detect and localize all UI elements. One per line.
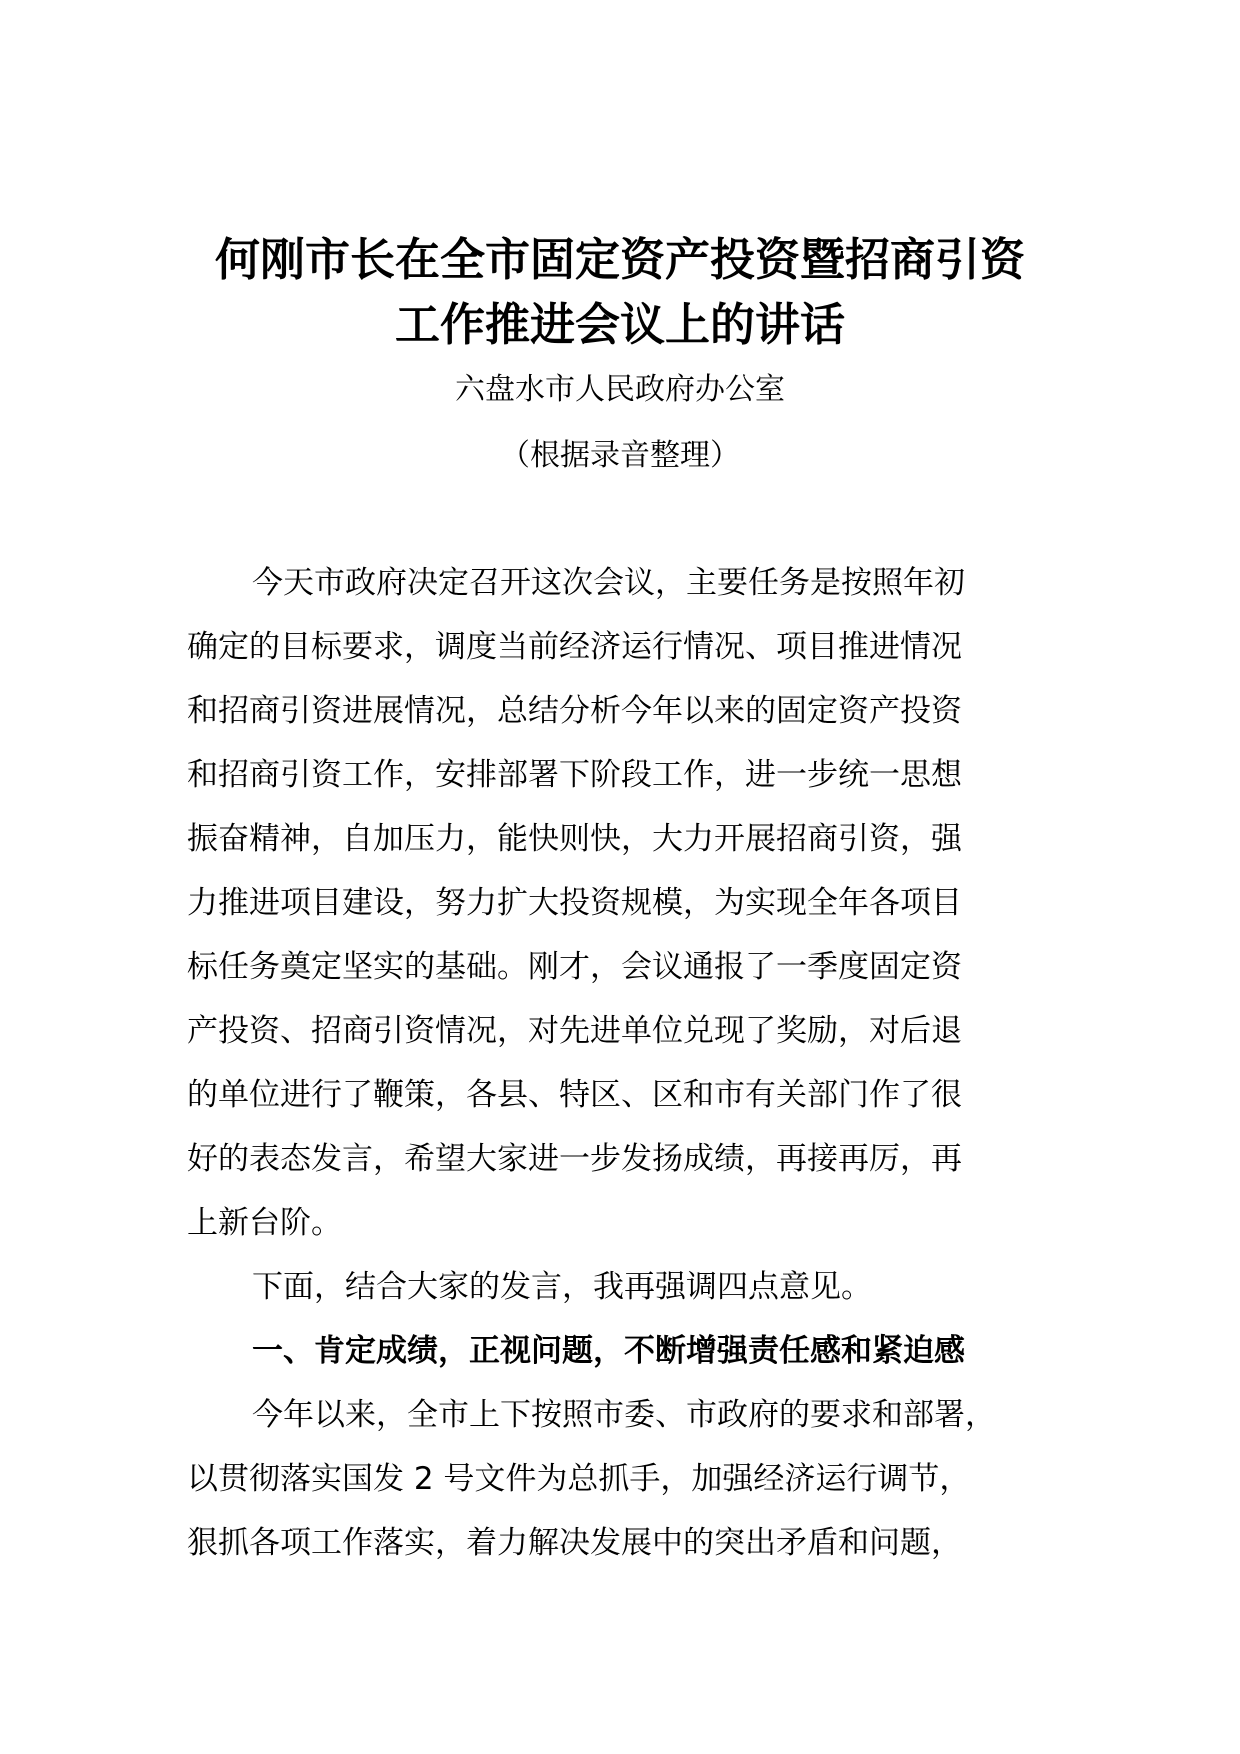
paragraph-line: 下面，结合大家的发言，我再强调四点意见。: [252, 1269, 872, 1305]
paragraph-line: 今天市政府决定召开这次会议，主要任务是按照年初: [252, 565, 965, 601]
paragraph-line: 上新台阶。: [187, 1205, 342, 1241]
paragraph-line: 确定的目标要求，调度当前经济运行情况、项目推进情况: [187, 629, 962, 665]
transcript-note: （根据录音整理）: [500, 438, 740, 473]
paragraph-line: 标任务奠定坚实的基础。刚才，会议通报了一季度固定资: [187, 949, 962, 985]
paragraph-line: 产投资、招商引资情况，对先进单位兑现了奖励，对后退: [187, 1013, 962, 1049]
paragraph-line: 以贯彻落实国发 2 号文件为总抓手，加强经济运行调节，: [187, 1461, 971, 1497]
paragraph-line: 和招商引资工作，安排部署下阶段工作，进一步统一思想: [187, 757, 962, 793]
section-heading: 一、肯定成绩，正视问题，不断增强责任感和紧迫感: [252, 1333, 965, 1369]
paragraph-line: 好的表态发言，希望大家进一步发扬成绩，再接再厉，再: [187, 1141, 962, 1177]
paragraph-line: 的单位进行了鞭策，各县、特区、区和市有关部门作了很: [187, 1077, 962, 1113]
document-title-line-1: 何刚市长在全市固定资产投资暨招商引资: [214, 233, 1025, 286]
paragraph-line: 振奋精神，自加压力，能快则快，大力开展招商引资，强: [187, 821, 962, 857]
paragraph-line: 今年以来，全市上下按照市委、市政府的要求和部署，: [252, 1397, 996, 1433]
paragraph-line: 和招商引资进展情况，总结分析今年以来的固定资产投资: [187, 693, 962, 729]
paragraph-line: 力推进项目建设，努力扩大投资规模，为实现全年各项目: [187, 885, 962, 921]
document-title-line-2: 工作推进会议上的讲话: [394, 298, 845, 351]
paragraph-line: 狠抓各项工作落实，着力解决发展中的突出矛盾和问题，: [187, 1525, 962, 1561]
issuer: 六盘水市人民政府办公室: [455, 372, 785, 407]
